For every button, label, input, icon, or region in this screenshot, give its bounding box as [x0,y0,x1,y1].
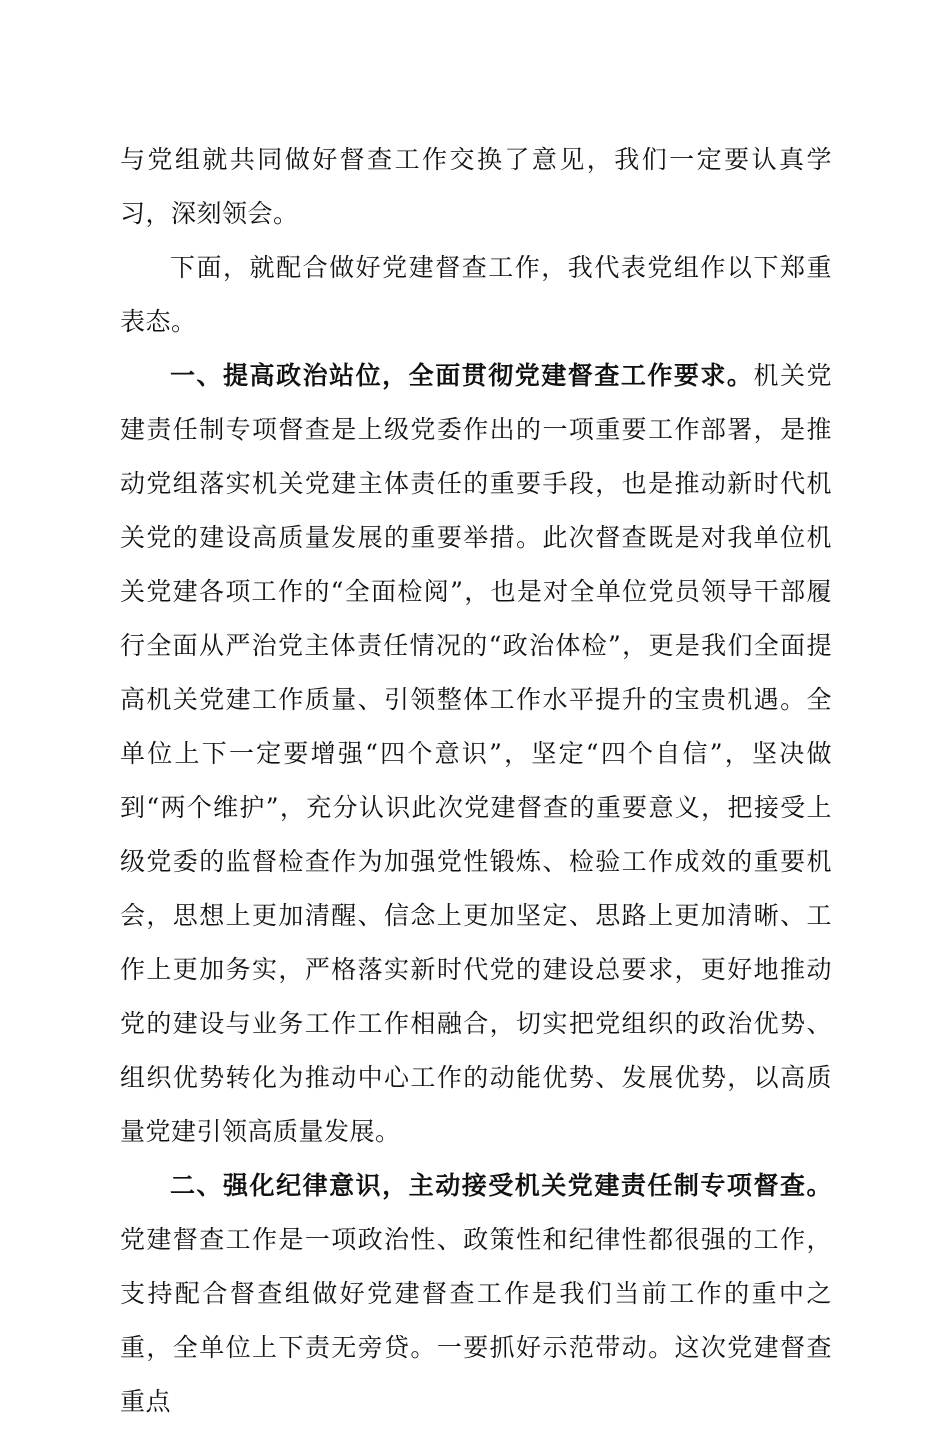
paragraph-4-text: 党建督查工作是一项政治性、政策性和纪律性都很强的工作，支持配合督查组做好党建督查工作是我们当前工作的重中之重，全单位上下责无旁贷。一要抓好示范带动。这次党建督查重点 [120,1225,832,1416]
section-heading-2: 二、强化纪律意识，主动接受机关党建责任制专项督查。 [170,1171,832,1200]
paragraph-1 [120,133,832,241]
paragraph-4 [120,1159,832,1429]
paragraph-3-text: 机关党建责任制专项督查是上级党委作出的一项重要工作部署，是推动党组落实机关党建主体责任的重要手段，也是推动新时代机关党的建设高质量发展的重要举措。此次督查既是对我单位机关党建各项工作的“全面检阅”，也是对全单位党员领导干部履行全面从严治党主体责任情况的“政治体检”，更是我们全面提高机关党建工作质量、引领整体工作水平提升的宝贵机遇。全单位上下一定要增强“四个意识”，坚定“四个自信”，坚决做到“两个维护”，充分认识此次党建督查的重要意义，把接受上级党委的监督检查作为加强党性锻炼、检验工作成效的重要机会，思想上更加清醒、信念上更加坚定、思路上更加清晰、工作上更加务实，严格落实新时代党的建设总要求，更好地推动党的建设与业务工作工作相融合，切实把党组织的政治优势、组织优势转化为推动中心工作的动能优势、发展优势，以高质量党建引领高质量发展。 [120,361,832,1146]
document-body [120,133,832,1429]
paragraph-2-text: 下面，就配合做好党建督查工作，我代表党组作以下郑重表态。 [120,253,832,336]
paragraph-1-text: 与党组就共同做好督查工作交换了意见，我们一定要认真学习，深刻领会。 [120,145,832,228]
paragraph-2 [120,241,832,349]
section-heading-1: 一、提高政治站位，全面贯彻党建督查工作要求。 [170,361,754,390]
paragraph-3 [120,349,832,1159]
